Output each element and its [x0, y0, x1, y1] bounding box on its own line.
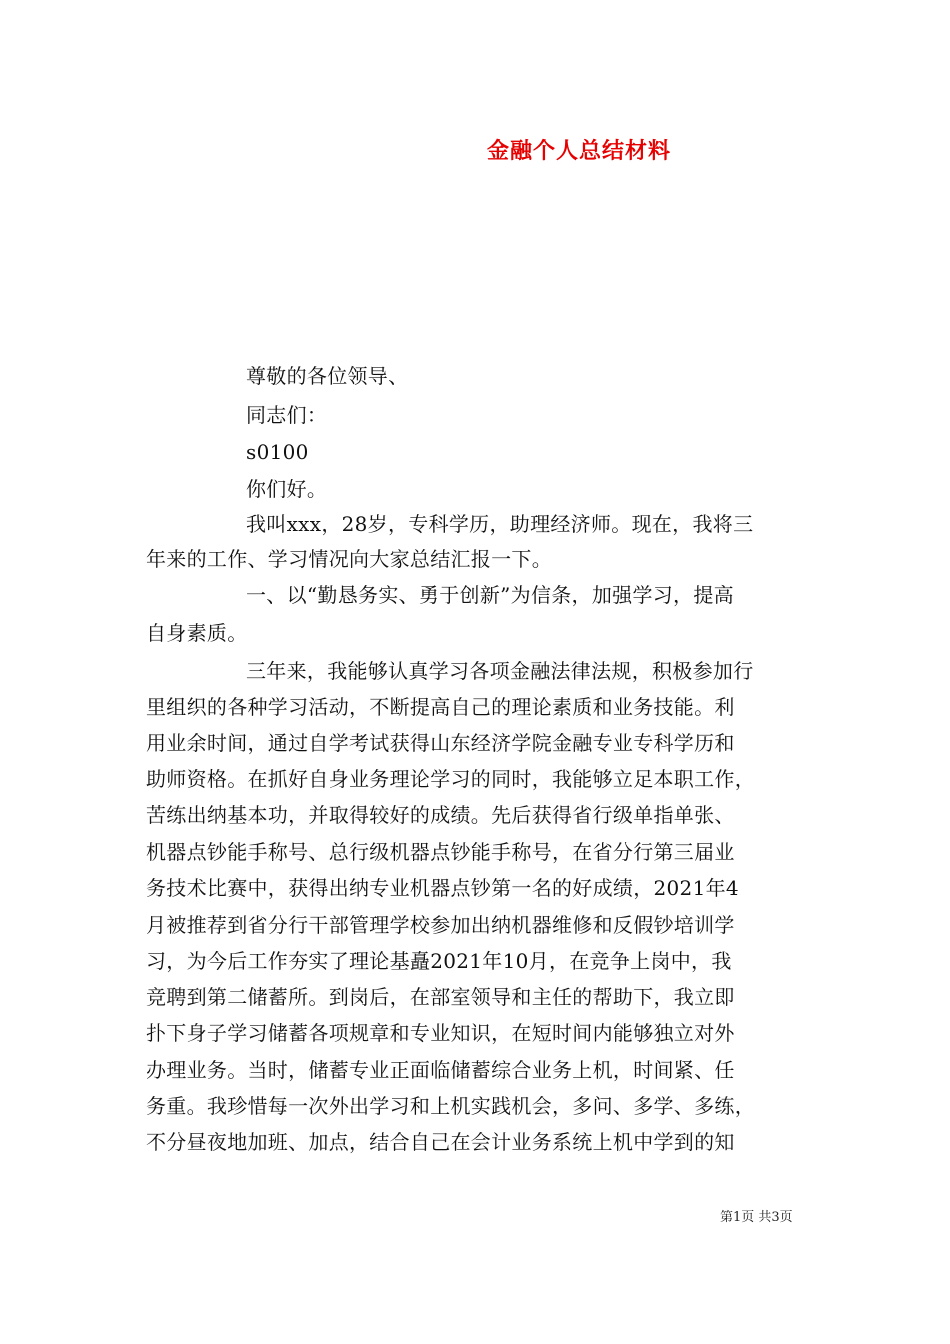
page-number: 第1页 共3页	[720, 1210, 793, 1225]
paragraph-line: 月被推荐到省分行干部管理学校参加出纳机器维修和反假钞培训学	[146, 913, 735, 937]
paragraph-line: 我叫xxx，28岁，专科学历，助理经济师。现在，我将三	[246, 512, 754, 536]
paragraph-line: 助师资格。在抓好自身业务理论学习的同时，我能够立足本职工作，	[146, 767, 755, 791]
paragraph-line: 竞聘到第二储蓄所。到岗后，在部室领导和主任的帮助下，我立即	[146, 985, 735, 1009]
paragraph-line: 机器点钞能手称号、总行级机器点钞能手称号，在省分行第三届业	[146, 840, 735, 864]
paragraph-line: 办理业务。当时，储蓄专业正面临储蓄综合业务上机，时间紧、任	[146, 1058, 735, 1082]
paragraph-line: 年来的工作、学习情况向大家总结汇报一下。	[146, 547, 552, 571]
paragraph-line: 务技术比赛中，获得出纳专业机器点钞第一名的好成绩，2021年4	[146, 876, 739, 900]
paragraph-line: 苦练出纳基本功，并取得较好的成绩。先后获得省行级单指单张、	[146, 803, 735, 827]
document-title: 金融个人总结材料	[487, 139, 672, 164]
paragraph-line: 习，为今后工作夯实了理论基矗2021年10月，在竞争上岗中，我	[146, 949, 732, 973]
paragraph-line: 里组织的各种学习活动，不断提高自己的理论素质和业务技能。利	[146, 695, 735, 719]
paragraph-line: 不分昼夜地加班、加点，结合自己在会计业务系统上机中学到的知	[146, 1130, 735, 1154]
greeting-line: 你们好。	[246, 477, 328, 501]
section-heading-line: 自身素质。	[146, 621, 248, 645]
section-heading-line: 一、以“勤恳务实、勇于创新”为信条，加强学习，提高	[246, 583, 734, 607]
salutation-line: 尊敬的各位领导、	[246, 364, 409, 388]
salutation-line: 同志们：	[246, 403, 328, 427]
paragraph-line: 用业余时间，通过自学考试获得山东经济学院金融专业专科学历和	[146, 731, 735, 755]
reference-code: s0100	[246, 440, 309, 464]
paragraph-line: 扑下身子学习储蓄各项规章和专业知识，在短时间内能够独立对外	[146, 1021, 735, 1045]
paragraph-line: 三年来，我能够认真学习各项金融法律法规，积极参加行	[246, 659, 754, 683]
paragraph-line: 务重。我珍惜每一次外出学习和上机实践机会，多问、多学、多练，	[146, 1094, 755, 1118]
